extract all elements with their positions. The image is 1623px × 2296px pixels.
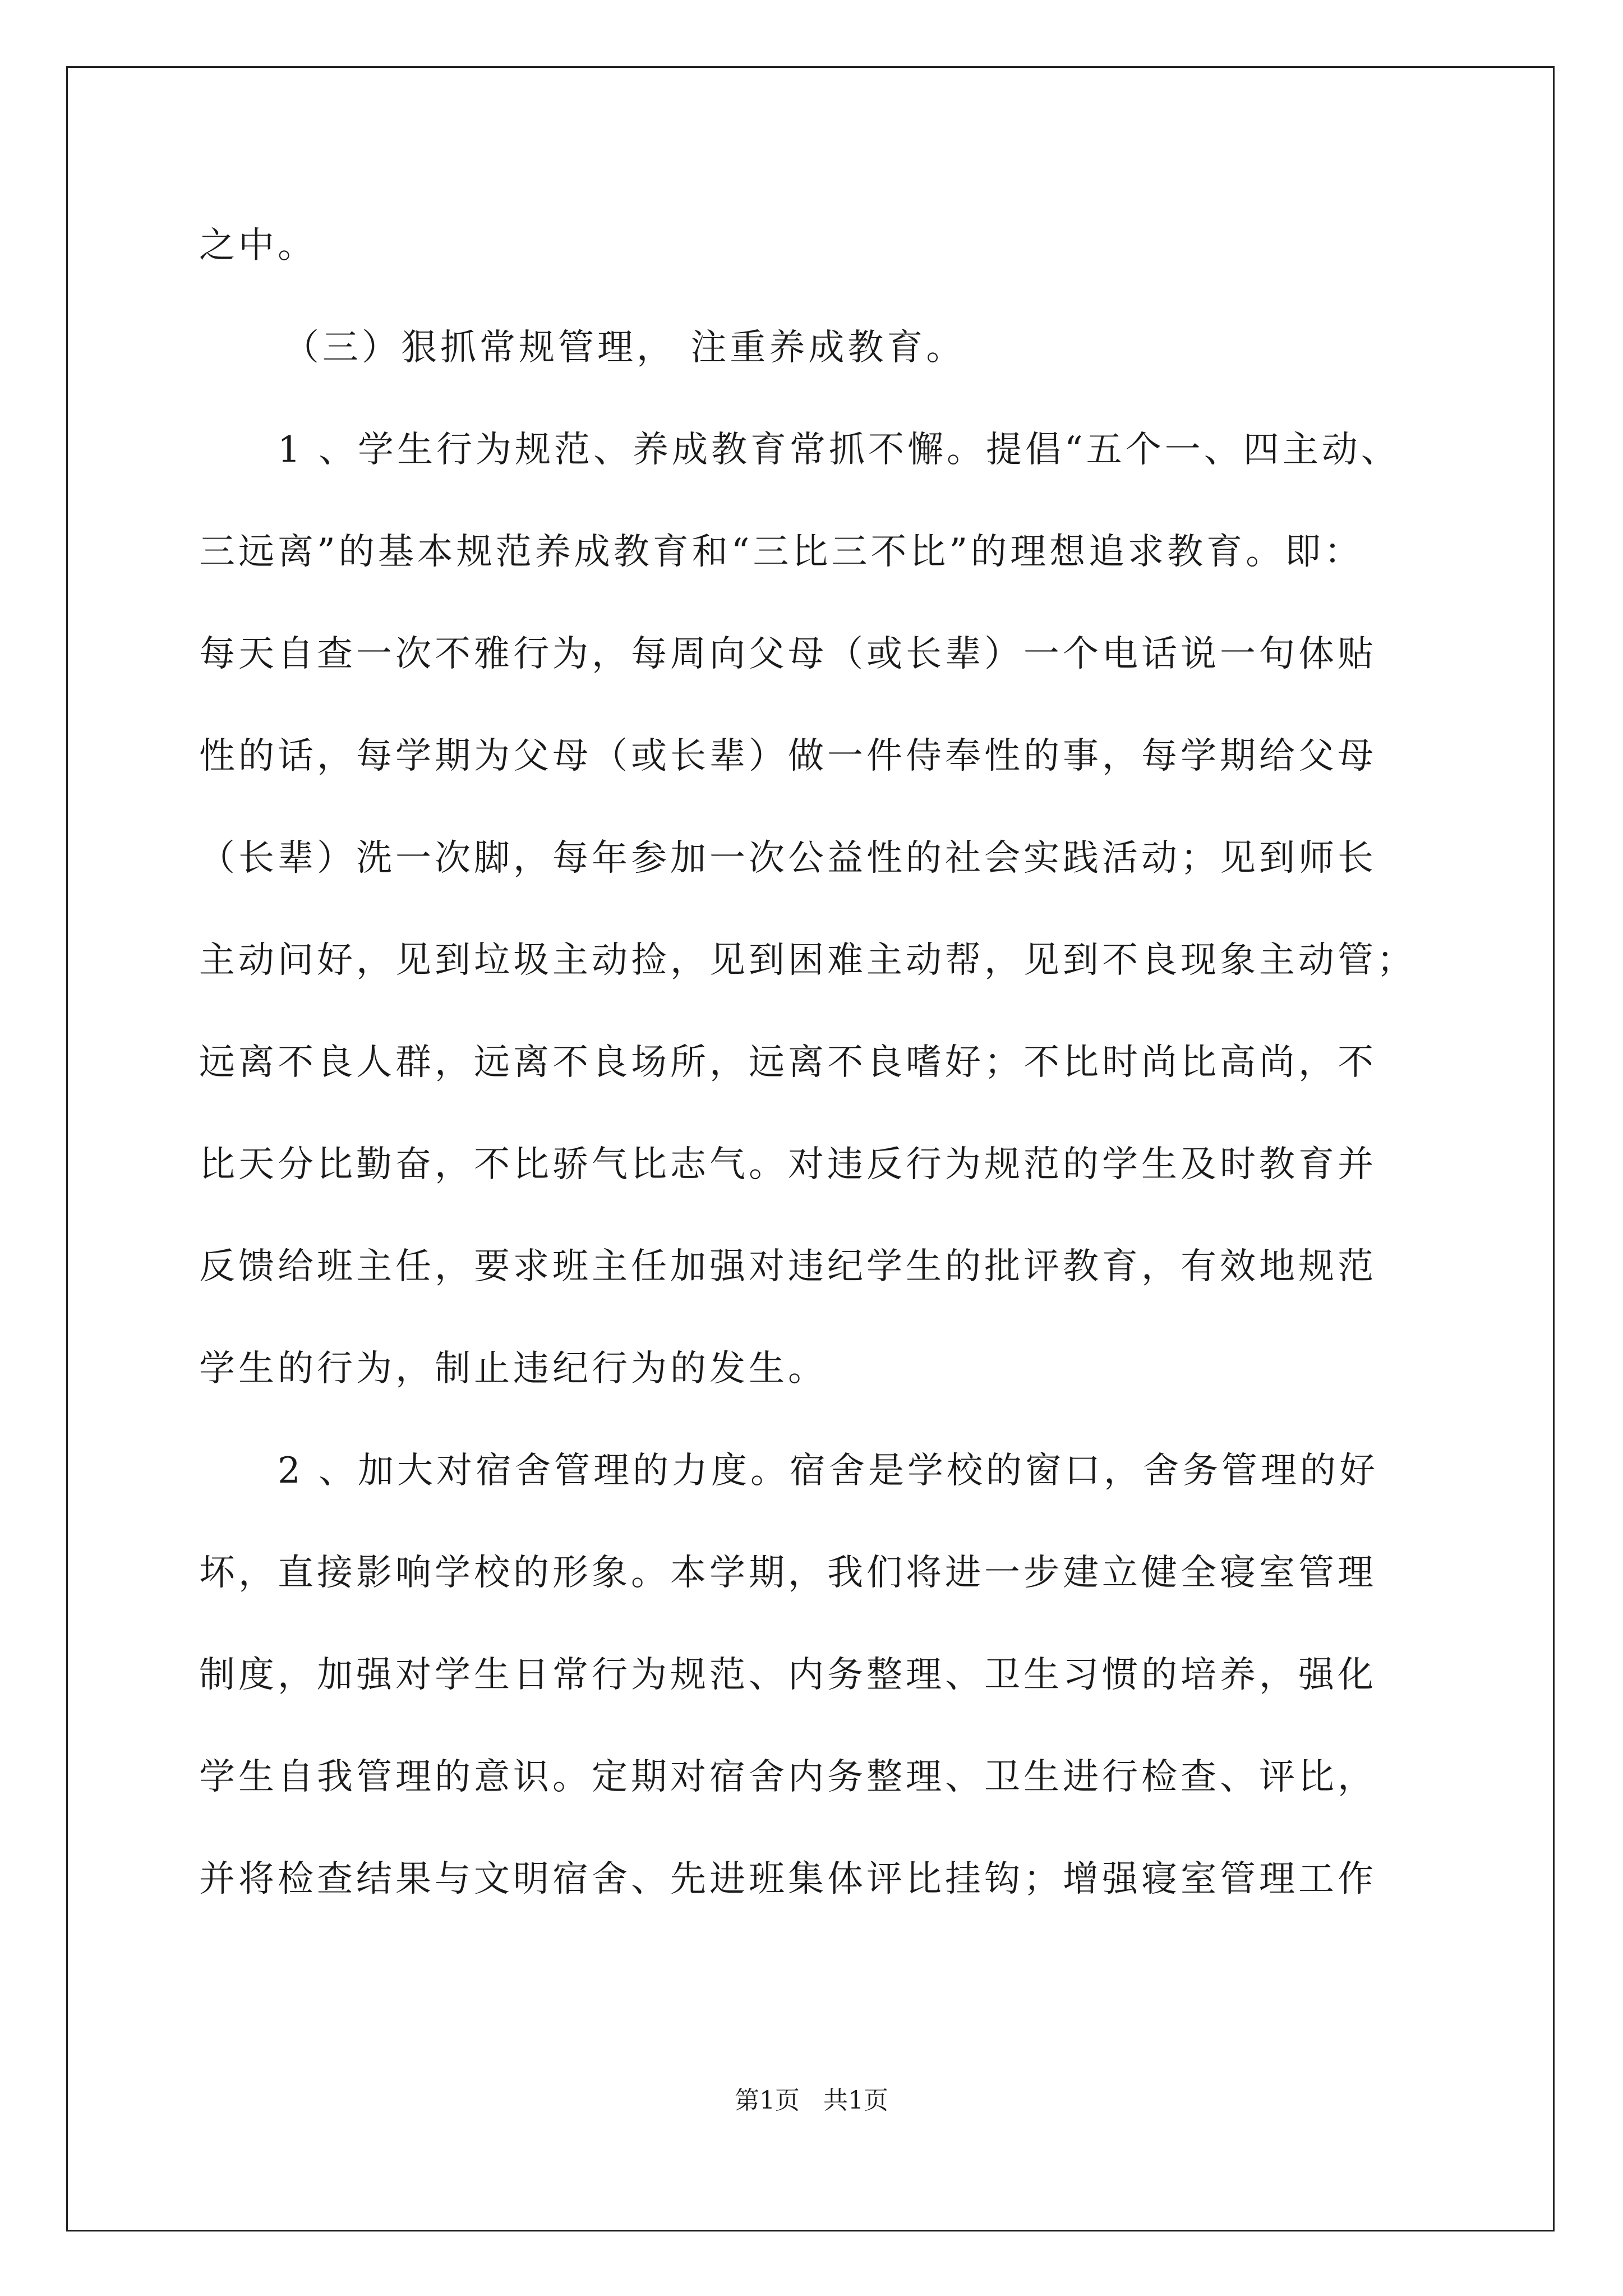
text-line: 远离不良人群，远离不良场所，远离不良嗜好；不比时尚比高尚，不 <box>199 1042 1377 1083</box>
text-line: （长辈）洗一次脚，每年参加一次公益性的社会实践活动；见到师长 <box>199 838 1377 879</box>
paragraph-start: 1 、学生行为规范、养成教育常抓不懈。提倡“五个一、四主动、 <box>278 429 1400 471</box>
text-line: 坏，直接影响学校的形象。本学期，我们将进一步建立健全寝室管理 <box>199 1552 1377 1594</box>
paragraph-start: 2 、加大对宿舍管理的力度。宿舍是学校的窗口，舍务管理的好 <box>278 1450 1379 1492</box>
text-line: 学生的行为，制止违纪行为的发生。 <box>199 1348 827 1389</box>
page-footer: 第1页 共1页 <box>735 2086 888 2115</box>
section-heading: （三）狠抓常规管理， 注重养成教育。 <box>283 327 966 369</box>
text-line: 之中。 <box>199 225 317 266</box>
text-line: 反馈给班主任，要求班主任加强对违纪学生的批评教育，有效地规范 <box>199 1246 1377 1287</box>
text-line: 比天分比勤奋，不比骄气比志气。对违反行为规范的学生及时教育并 <box>199 1144 1377 1185</box>
text-line: 三远离”的基本规范养成教育和“三比三不比”的理想追求教育。即： <box>199 531 1364 573</box>
text-line: 主动问好，见到垃圾主动捡，见到困难主动帮，见到不良现象主动管； <box>199 940 1416 981</box>
text-line: 学生自我管理的意识。定期对宿舍内务整理、卫生进行检查、评比， <box>199 1756 1377 1798</box>
text-line: 每天自查一次不雅行为，每周向父母（或长辈）一个电话说一句体贴 <box>199 633 1377 675</box>
text-line: 制度，加强对学生日常行为规范、内务整理、卫生习惯的培养，强化 <box>199 1654 1377 1696</box>
text-line: 性的话，每学期为父母（或长辈）做一件侍奉性的事，每学期给父母 <box>199 735 1377 777</box>
text-line: 并将检查结果与文明宿舍、先进班集体评比挂钩；增强寝室管理工作 <box>199 1858 1377 1900</box>
